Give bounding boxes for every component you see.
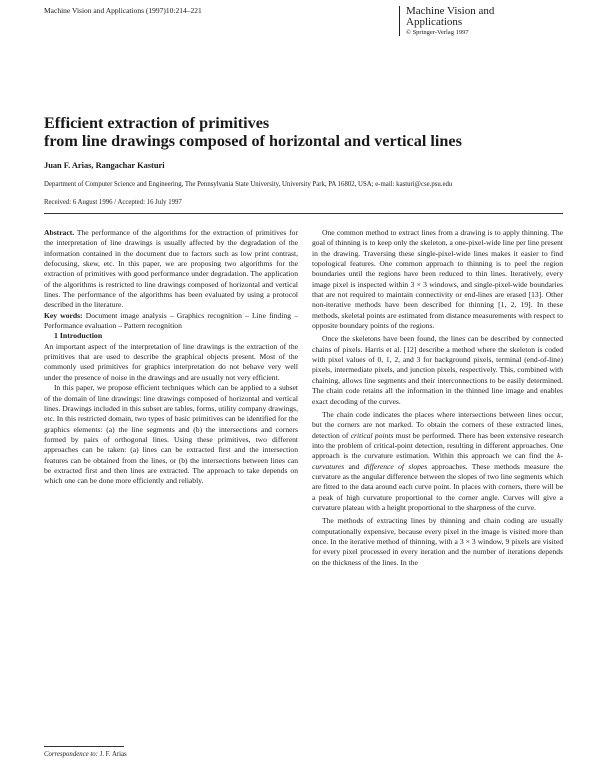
keywords-text: Document image analysis – Graphics recognition – Line finding – Performance evaluation – Pattern recognition <box>44 310 298 331</box>
keywords <box>44 311 298 332</box>
abstract <box>44 228 298 311</box>
received-dates: Received: 6 August 1996 / Accepted: 16 July 1997 <box>44 199 182 206</box>
abstract-text: The performance of the algorithms for the extraction of primitives for the interpretation of line drawings is usually affected by the degradation of the information contained in the document due to factors such as low print contrast, defocusing, skew, etc. In this paper, we are proposing two algorithms for the extraction of primitives with good performance under degradation. The application of the algorithms is restricted to line drawings composed of horizontal and vertical lines. The performance of the algorithms has been evaluated by using a protocol described in the literature. <box>44 228 298 310</box>
right-paragraph-4: The methods of extracting lines by thinning and chain coding are usually computationally expensive, because every pixel in the image is visited more than once. In the iterative method of thinning, with a 3 × 3 window, 9 pixels are visited for every pixel processed in every iteration and the number of iterations depends on the thickness of the lines. In the <box>312 516 563 567</box>
footnote-rule <box>44 746 124 747</box>
p3-text-d: approaches. These methods measure the curvature as the angular difference between the slopes of two line segments which are fitted to the data around each curve point. In places with corners, there will be a peak of high curvature proportional to the corner angle. Curves will give a curvature plateau with a height proportional to the sharpness of the curve. <box>312 461 563 512</box>
section-heading-introduction: 1 Introduction <box>54 331 103 341</box>
term-k-curvatures: k-curvatures <box>312 451 563 471</box>
footnote-name: J. F. Arias <box>99 751 127 758</box>
title-line-2: from line drawings composed of horizontal and vertical lines <box>44 132 462 150</box>
right-column <box>312 228 563 568</box>
running-head: Machine Vision and Applications (1997)10:214–221 <box>44 6 202 15</box>
title-line-1: Efficient extraction of primitives <box>44 114 270 132</box>
term-critical-points: critical points <box>350 430 394 440</box>
journal-name-line1: Machine Vision and <box>406 5 495 17</box>
journal-box <box>399 6 494 36</box>
paper-title <box>44 114 564 150</box>
authors: Juan F. Arias, Rangachar Kasturi <box>44 161 165 170</box>
p3-text-b: must be performed. There has been extensive research into the problem of critical-point detection, resulting in different approaches. One approach is the curvature estimation. Within this approach we can find the <box>312 430 563 461</box>
p3-text-a: The chain code indicates the places where intersections between lines occur, but the corners are not marked. To obtain the corners of these extracted lines, detection of <box>312 409 563 440</box>
journal-name-line2: Applications <box>406 16 463 28</box>
right-paragraph-3 <box>312 410 563 513</box>
right-paragraph-2: Once the skeletons have been found, the lines can be described by connected chains of pixels. Harris et al. [12] describe a method where the skeleton is coded with pixel values of 0, 1, 2, and 3 for background pixels, terminal (end-of-line) pixels, intermediate pixels, and junction pixels, respectively. This, combined with chaining, allows line segments and their interconnections to be easily determined. The chain code retains all the information in the thinned line image and enables exact decoding of the curves. <box>312 334 563 406</box>
header-divider <box>44 213 563 214</box>
term-difference-of-slopes: difference of slopes <box>363 461 428 471</box>
abstract-label: Abstract. <box>44 228 75 237</box>
correspondence-footnote <box>44 751 127 758</box>
copyright-notice: © Springer-Verlag 1997 <box>406 29 469 36</box>
left-column <box>44 228 298 487</box>
intro-paragraph-2: In this paper, we propose efficient techniques which can be applied to a subset of the domain of line drawings: line drawings composed of horizontal and vertical lines. Drawings included in this subset are tables, forms, utility company drawings, etc. In this restricted domain, two types of basic primitives can be identified for the graphics elements: (a) the line segments and (b) the intersections and corners formed by pairs of orthogonal lines. Using these primitives, two different approaches can be taken: (a) lines can be extracted first and the intersection features can be obtained from the lines, or (b) the intersections between lines can be extracted first and then lines are extracted. The approach to take depends on which one can be done more efficiently and reliably. <box>44 383 298 486</box>
intro-paragraph-1: An important aspect of the interpretation of line drawings is the extraction of the primitives that are used to describe the graphical objects present. Most of the commonly used primitives for graphics interpretation do not behave very well under the presence of noise in the drawings and are usually not very efficient. <box>44 341 298 382</box>
footnote-label: Correspondence to: <box>44 751 98 758</box>
p3-text-c: and <box>344 461 364 471</box>
affiliation: Department of Computer Science and Engineering, The Pennsylvania State University, University Park, PA 16802, USA; e-mail: kasturi@cse.psu.edu <box>44 181 453 188</box>
right-paragraph-1: One common method to extract lines from a drawing is to apply thinning. The goal of thinning is to keep only the skeleton, a one-pixel-wide line per line present in the drawing. Traversing these single-pixel-wide lines makes it easier to find topological features. One common approach to thinning is to peel the region boundaries until the regions have been reduced to thin lines. Iteratively, every image pixel is inspected within 3 × 3 windows, and single-pixel-wide boundaries that are not required to maintain connectivity or end-lines are erased [13]. Other non-iterative methods have been described for thinning [1, 2, 19]. In these methods, skeletal points are estimated from distance measurements with respect to opposite boundary points of the regions. <box>312 228 563 331</box>
keywords-label: Key words: <box>44 310 83 320</box>
